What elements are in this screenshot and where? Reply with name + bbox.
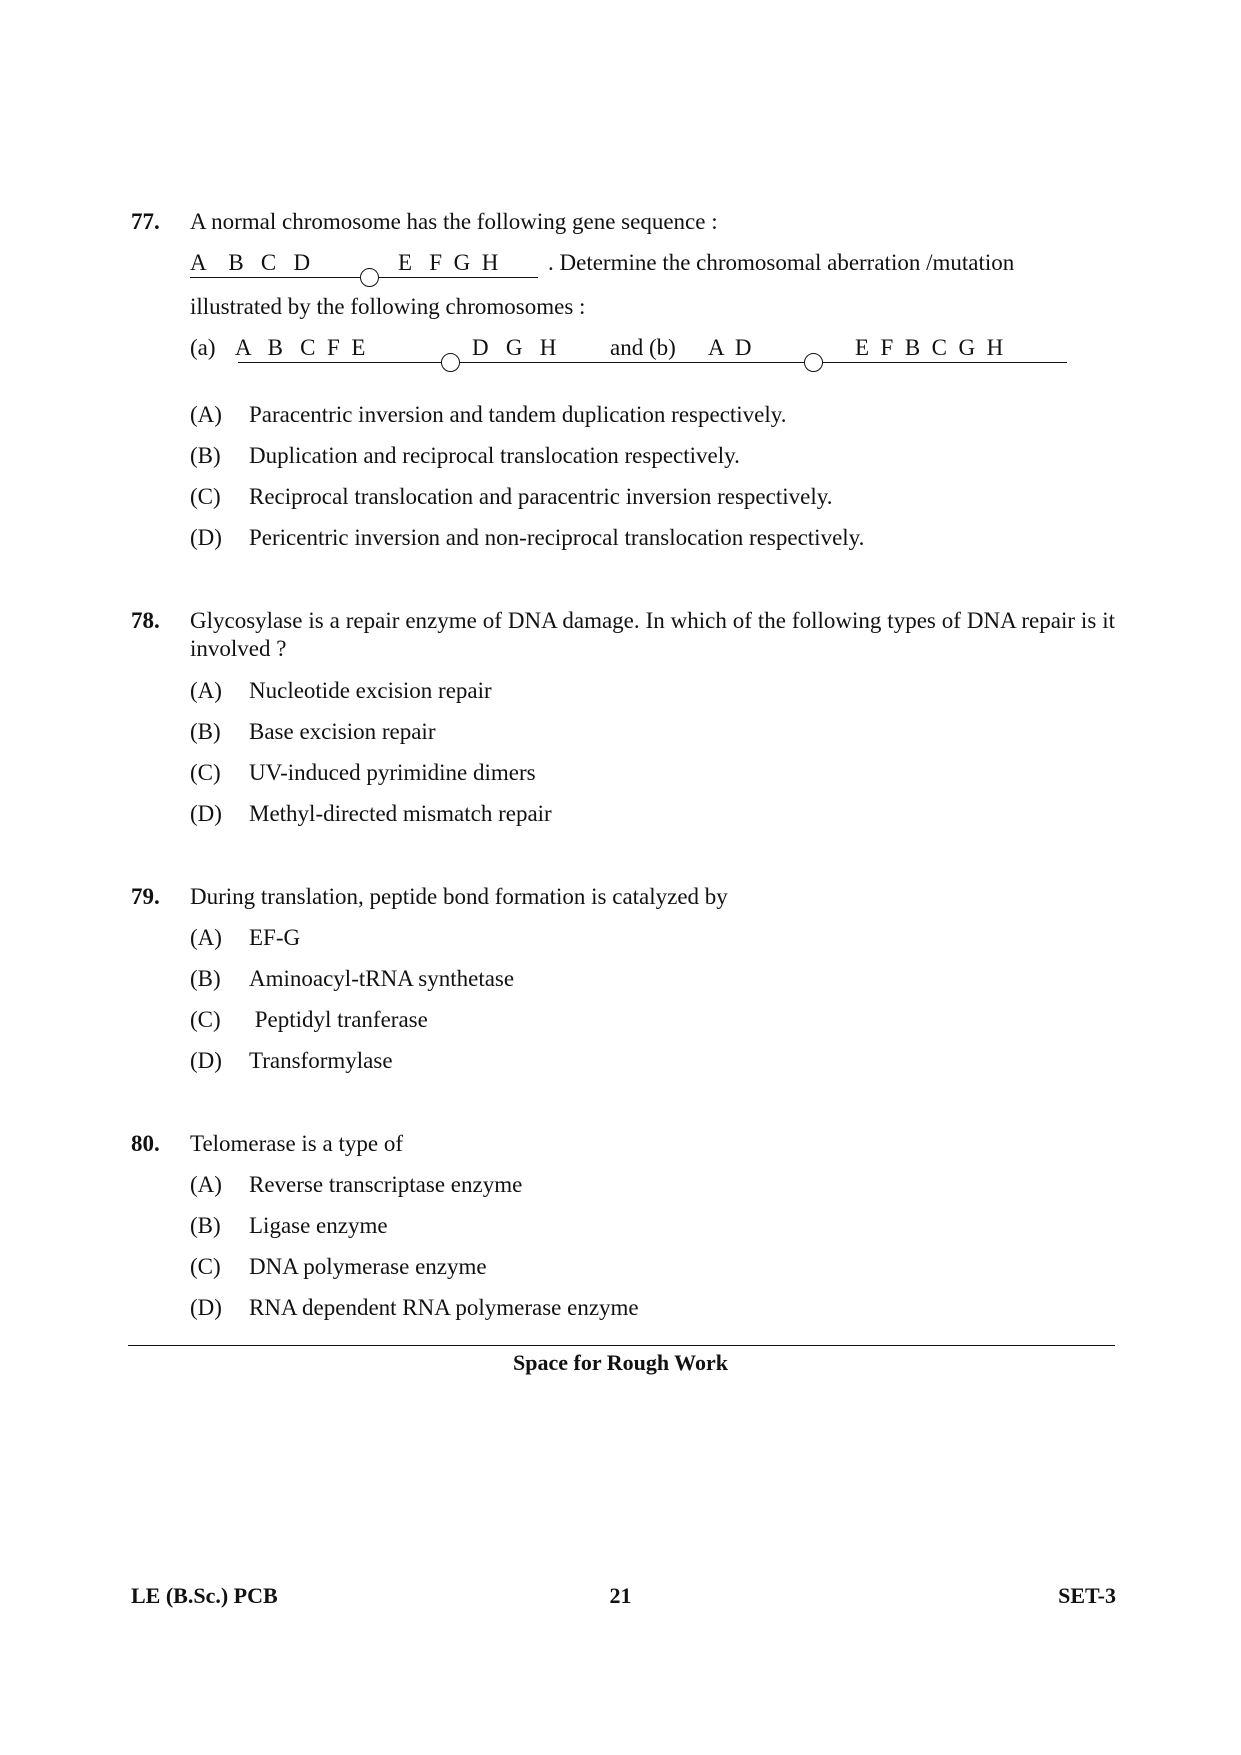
option-b[interactable] <box>190 718 435 746</box>
centromere-icon <box>441 353 460 372</box>
option-label: (D) <box>190 1295 222 1320</box>
option-label: (B) <box>190 443 221 468</box>
chromosome-b-right: E F B C G H <box>855 335 1004 360</box>
normal-left-genes: A B C D <box>190 250 311 275</box>
question-78 <box>131 607 1116 857</box>
option-text: Aminoacyl-tRNA synthetase <box>249 966 515 991</box>
chromosome-a-left: A B C F E <box>235 335 366 360</box>
option-text: Reciprocal translocation and paracentric inversion respectively. <box>249 484 833 509</box>
footer-exam-code: LE (B.Sc.) PCB <box>131 1583 278 1608</box>
aberrant-chromosomes <box>190 335 1090 375</box>
question-number: 79. <box>131 884 160 909</box>
option-d[interactable] <box>190 1294 639 1322</box>
option-text: Duplication and reciprocal translocation respectively. <box>249 443 740 468</box>
option-label: (B) <box>190 719 221 744</box>
option-c[interactable] <box>190 1253 487 1281</box>
option-text: Pericentric inversion and non-reciprocal translocation respectively. <box>249 525 865 550</box>
option-text: EF-G <box>249 925 301 950</box>
question-number: 80. <box>131 1131 160 1156</box>
option-text: Reverse transcriptase enzyme <box>249 1172 523 1197</box>
option-a[interactable] <box>190 401 787 429</box>
chromosome-line <box>190 277 362 278</box>
option-c[interactable] <box>190 1006 428 1034</box>
option-label: (B) <box>190 966 221 991</box>
option-label: (C) <box>190 760 221 785</box>
question-79 <box>131 883 1116 1083</box>
question-number: 78. <box>131 608 160 633</box>
question-continuation: . Determine the chromosomal aberration /mutation <box>548 250 1015 275</box>
option-label: (A) <box>190 925 222 950</box>
options-77 <box>131 401 1116 561</box>
option-text: RNA dependent RNA polymerase enzyme <box>249 1295 639 1320</box>
option-label: (A) <box>190 402 222 427</box>
chromosome-line <box>378 277 538 278</box>
option-label: (A) <box>190 678 222 703</box>
question-text-line: illustrated by the following chromosomes : <box>190 294 586 319</box>
option-c[interactable] <box>190 759 536 787</box>
option-text: Nucleotide excision repair <box>249 678 492 703</box>
question-text: Telomerase is a type of <box>190 1131 403 1156</box>
chromosome-a-right: D G H <box>472 335 557 360</box>
label-and-b: and (b) <box>610 335 676 360</box>
option-d[interactable] <box>190 800 552 828</box>
question-80 <box>131 1130 1116 1330</box>
question-text: Glycosylase is a repair enzyme of DNA damage. In which of the following types of DNA repair is it involved ? <box>190 608 1115 661</box>
option-label: (D) <box>190 801 222 826</box>
chromosome-b-left: A D <box>708 335 752 360</box>
option-b[interactable] <box>190 965 514 993</box>
divider <box>128 1345 1115 1346</box>
option-text: Transformylase <box>249 1048 393 1073</box>
option-a[interactable] <box>190 1171 522 1199</box>
footer-set: SET-3 <box>1058 1583 1116 1608</box>
option-a[interactable] <box>190 924 300 952</box>
question-text: A normal chromosome has the following gene sequence : <box>190 209 718 234</box>
chromosome-line <box>822 362 1067 363</box>
option-c[interactable] <box>190 483 832 511</box>
rough-work-heading: Space for Rough Work <box>513 1350 728 1375</box>
option-label: (D) <box>190 1048 222 1073</box>
option-a[interactable] <box>190 677 492 705</box>
option-label: (A) <box>190 1172 222 1197</box>
chromosome-line <box>238 362 443 363</box>
option-text: UV-induced pyrimidine dimers <box>249 760 536 785</box>
option-text: Ligase enzyme <box>249 1213 388 1238</box>
option-text: DNA polymerase enzyme <box>249 1254 487 1279</box>
centromere-icon <box>804 353 823 372</box>
option-d[interactable] <box>190 524 864 552</box>
option-b[interactable] <box>190 1212 388 1240</box>
normal-chromosome <box>190 250 1090 290</box>
chromosome-line <box>708 362 806 363</box>
option-text: Base excision repair <box>249 719 436 744</box>
centromere-icon <box>360 268 379 287</box>
question-number: 77. <box>131 209 160 234</box>
option-text: Paracentric inversion and tandem duplication respectively. <box>249 402 787 427</box>
footer-page-number: 21 <box>609 1583 632 1608</box>
option-label: (C) <box>190 1254 221 1279</box>
option-text: Peptidyl tranferase <box>249 1007 428 1032</box>
option-text: Methyl-directed mismatch repair <box>249 801 552 826</box>
option-label: (C) <box>190 1007 221 1032</box>
question-text: During translation, peptide bond formation is catalyzed by <box>190 884 728 909</box>
option-label: (D) <box>190 525 222 550</box>
normal-right-genes: E F G H <box>398 250 499 275</box>
option-d[interactable] <box>190 1047 393 1075</box>
option-b[interactable] <box>190 442 740 470</box>
option-label: (C) <box>190 484 221 509</box>
option-label: (B) <box>190 1213 221 1238</box>
label-a: (a) <box>190 335 216 360</box>
